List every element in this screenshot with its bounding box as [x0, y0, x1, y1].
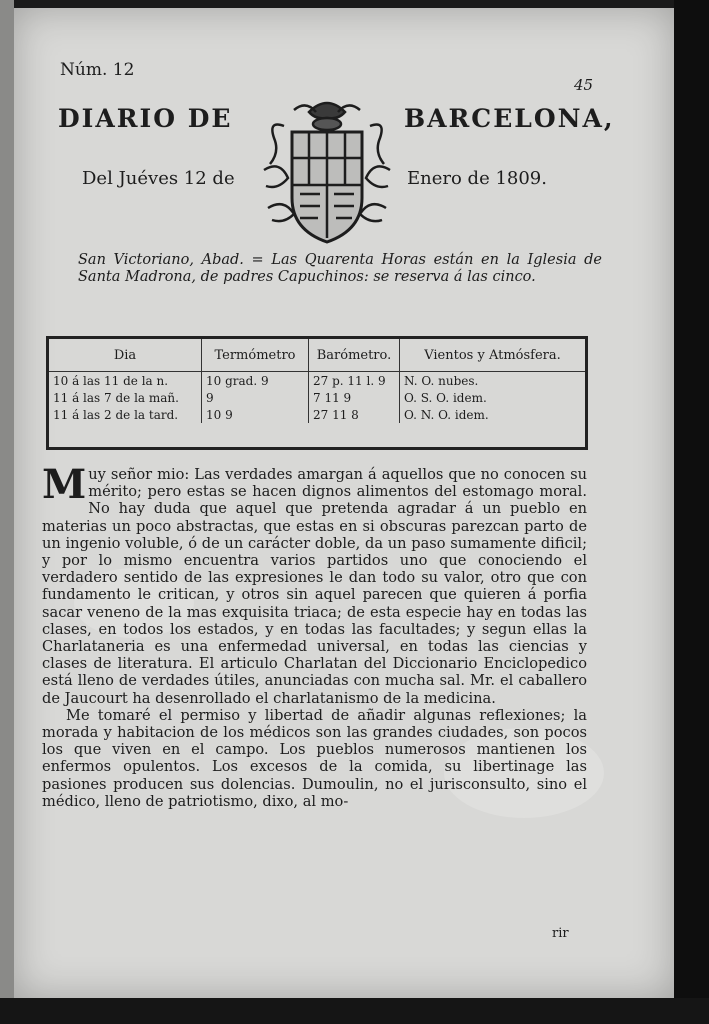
- saint-of-the-day-notice: San Victoriano, Abad. = Las Quarenta Horas están en la Iglesia de Santa Madrona, de padres Capuchinos: se reserva á las cinco.: [78, 252, 602, 285]
- date-right: Enero de 1809.: [407, 168, 547, 189]
- masthead-left: DIARIO DE: [58, 104, 233, 133]
- page-number: 45: [574, 76, 594, 94]
- catchword: rir: [552, 926, 569, 941]
- col-header-barometer: Barómetro.: [309, 339, 400, 372]
- col-header-thermometer: Termómetro: [202, 339, 309, 372]
- article-paragraph: Me tomaré el permiso y libertad de añadir algunas reflexiones; la morada y habitacion de los médicos son las grandes ciudades, son pocos los que viven en el campo. Los pueblos numerosos mantienen los enfermos opulentos. Los excesos de la comida, su libertinage las pasiones producen sus dolencias. Dumoulin, no el jurisconsulto, sino el médico, lleno de patriotismo, dixo, al mo-: [42, 706, 587, 810]
- newspaper-page: [14, 8, 674, 998]
- book-spine: [0, 0, 14, 1024]
- col-header-day: Dia: [49, 339, 202, 372]
- table-cell: O. S. O. idem.: [400, 389, 586, 406]
- masthead-right: BARCELONA,: [404, 104, 615, 133]
- table-cell: 11 á las 2 de la tard.: [53, 407, 179, 422]
- article-paragraph: [42, 461, 587, 707]
- table-row: [49, 389, 585, 406]
- table-cell: 10 9: [202, 406, 309, 423]
- table-cell: 27 p. 11 l. 9: [309, 372, 400, 390]
- table-cell: 27 11 8: [309, 406, 400, 423]
- table-cell: N. O. nubes.: [400, 372, 586, 390]
- table-row: [49, 406, 585, 423]
- drop-cap: M: [42, 461, 87, 508]
- paragraph-text: uy señor mio: Las verdades amargan á aquellos que no conocen su mérito; pero estas se hacen dignos alimentos del estomago moral. No hay duda que aquel que pretenda agradar á un pueblo en materias un poco abstractas, que estas en si obscuras parezcan parto de un ingenio voluble, ó de un carácter doble, da un paso sumamente dificil; y por lo mismo encuentra varios partidos uno que conociendo el verdadero sentido de las expresiones le dan todo su valor, otro que con fundamento le critican, y otros sin aquel parecen que quieren á porfia sacar veneno de la mas exquisita triaca; de esta especie hay en todas las clases, en todos los estados, y en todas las facultades; y segun ellas la Charlataneria es una enfermedad universal, en todas las ciencias y clases de literatura. El articulo Charlatan del Diccionario Enciclopedico está lleno de verdades útiles, anunciadas con mucha sal. Mr. el caballero de Jaucourt ha desenrollado el charlatanismo de la medicina.: [42, 466, 587, 707]
- table-cell: O. N. O. idem.: [400, 406, 586, 423]
- issue-number: Núm. 12: [60, 60, 135, 80]
- weather-table: [46, 336, 588, 450]
- table-cell: 7 11 9: [309, 389, 400, 406]
- coat-of-arms-emblem: [254, 90, 400, 250]
- page-edge-shadow: [674, 0, 709, 1024]
- bottom-edge-shadow: [0, 998, 709, 1024]
- table-cell: 10 grad. 9: [202, 372, 309, 390]
- table-cell: 9: [202, 389, 309, 406]
- table-row: [49, 372, 585, 390]
- table-cell: 10 á las 11 de la n.: [53, 373, 169, 388]
- date-left: Del Juéves 12 de: [82, 168, 235, 189]
- weather-table-header-row: [49, 339, 585, 372]
- article-body: [42, 461, 587, 810]
- col-header-winds: Vientos y Atmósfera.: [400, 339, 586, 372]
- table-cell: 11 á las 7 de la mañ.: [53, 390, 179, 405]
